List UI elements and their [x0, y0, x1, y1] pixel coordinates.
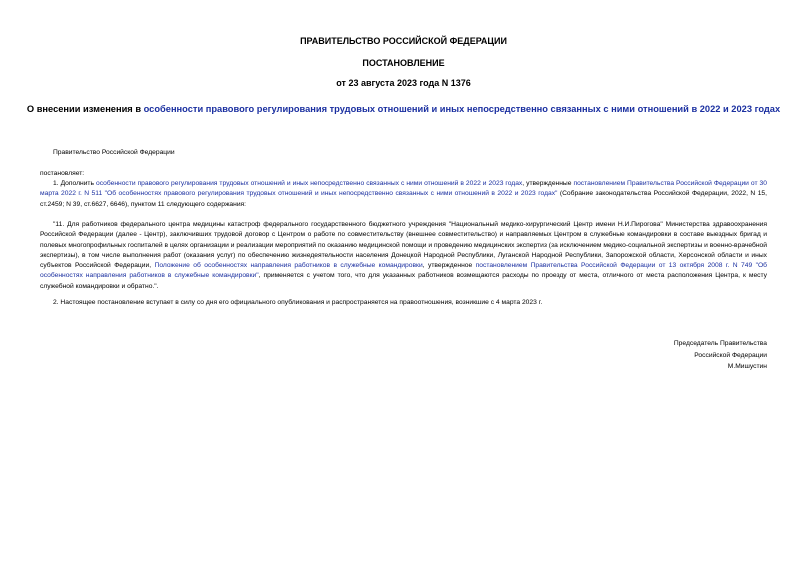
- item-11-text-end: , применяется с учетом того, что для указанных работников возмещаются расходы по проезду от места, отличного от места расположения Центра, к месту служебной командировки и обратно.".: [40, 272, 767, 290]
- decides-word: постановляет:: [40, 170, 85, 177]
- item-11-text-approved: , утвержденное: [422, 262, 476, 270]
- item-1-suffix: (Собрание законодательства Российской Федерации, 2022, N 15, ст.2459; N 39, ст.6627, 6646), пунктом 11 следующего содержания:: [40, 190, 768, 208]
- title-prefix: О внесении изменения в: [26, 104, 144, 114]
- item-1-link-features[interactable]: особенности правового регулирования трудовых отношений и иных непосредственно связанных с ними отношений в 2022 и 2023 годах: [95, 180, 523, 187]
- document-type: ПОСТАНОВЛЕНИЕ: [362, 58, 445, 68]
- preamble: Правительство Российской Федерации: [53, 149, 175, 156]
- document-title: [0, 104, 807, 114]
- title-link[interactable]: особенности правового регулирования трудовых отношений и иных непосредственно связанных с ними отношений в 2022 и 2023 годах: [143, 104, 781, 114]
- item-11-link-resolution-749[interactable]: постановлением Правительства Российской Федерации от 13 октября 2008 г. N 749 "Об особенностях направления работников в служебные командировки": [40, 262, 767, 280]
- document-date-number: от 23 августа 2023 года N 1376: [336, 78, 471, 88]
- signature-block: [674, 338, 767, 373]
- item-1-paragraph: [40, 179, 767, 210]
- item-1-middle: , утвержденные: [522, 180, 574, 187]
- item-11-text: "11. Для работников федерального центра медицины катастроф федерального государственного бюджетного учреждения "Национальный медико-хирургический Центр имени Н.И.Пирогова" Министерства здравоохранения Российской Федерации (далее - Центр), заключивших трудовой договор с Центром о работе по совместительству (внешнее совместительство) и направляемых Центром в служебные командировки в составе выездных бригад и полевых многопрофильных госпиталей в целях организации и реализации мероприятий по оказанию медицинской помощи и проведению медицинских экспертиз (за исключением медико-социальной экспертизы и военно-врачебной экспертизы), в том числе выполнения работ (оказания услуг) по обеспечению жизнедеятельности населения Донецкой Народной Республики, Луганской Народной Республики, Запорожской области, Херсонской области и иных субъектов Российской Федерации,: [40, 221, 767, 270]
- signature-position: Председатель Правительства: [673, 340, 767, 347]
- item-11-paragraph: [40, 220, 767, 292]
- signature-name: М.Мишустин: [727, 363, 767, 371]
- item-2-paragraph: 2. Настоящее постановление вступает в силу со дня его официального опубликования и распространяется на правоотношения, возникшие с 4 марта 2023 г.: [53, 299, 543, 306]
- item-11-link-regulation[interactable]: Положение об особенностях направления работников в служебные командировки: [154, 262, 423, 270]
- item-1-prefix: 1. Дополнить: [53, 180, 96, 187]
- issuing-authority: ПРАВИТЕЛЬСТВО РОССИЙСКОЙ ФЕДЕРАЦИИ: [300, 36, 507, 46]
- item-1-link-resolution-511[interactable]: постановлением Правительства Российской Федерации от 30 марта 2022 г. N 511 "Об особенностях правового регулирования трудовых отношений и иных непосредственно связанных с ними отношений в 2022 и 2023 годах": [40, 180, 767, 198]
- signature-organization: Российской Федерации: [694, 351, 767, 359]
